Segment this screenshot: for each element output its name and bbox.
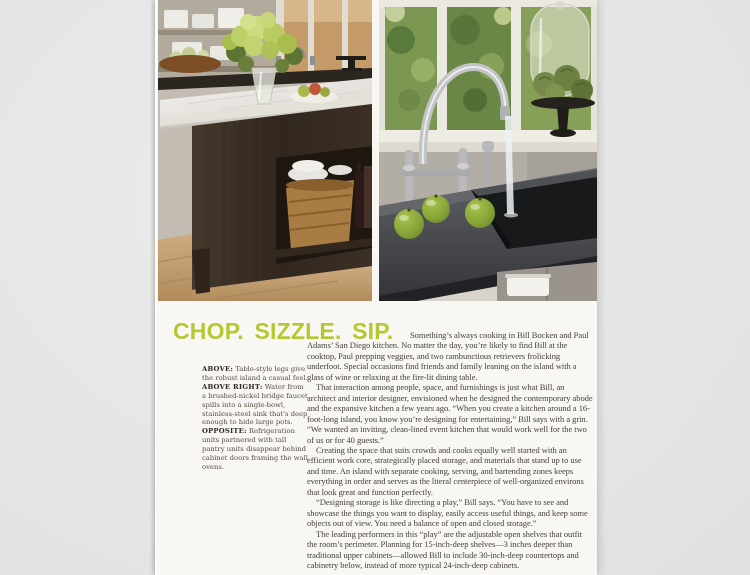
caption-label-opposite: OPPOSITE: <box>202 427 247 436</box>
photo-caption <box>202 365 308 472</box>
body-paragraph-2: That interaction among people, space, and furnishings is just what Bill, an architect and interior designer, envisioned when he designed the contemporary abode and the expansive kitchen a few years ago. “When you create a kitchen around a 16-foot-long island, you know you’re designing for entertaining,” Bill says with a grin. “We wanted an inviting, clean-lined event kitchen that would work well for the two of us or for 40 guests.” <box>307 382 593 445</box>
sink-photo <box>379 0 597 301</box>
headline-text: CHOP. SIZZLE. SIP. <box>173 318 394 344</box>
body-paragraph-1: Something’s always cooking in Bill Bocken and Paul Adams’ San Diego kitchen. No matter the day, you’re likely to find Bill at the cooktop, Paul prepping veggies, and two rambunctious retrievers frolicking underfoot. Special occasions find friends and family leaning on the island with a glass of wine or relaxing at the fire-lit dining table. <box>307 330 589 382</box>
caption-label-above: ABOVE: <box>202 365 234 373</box>
article-body <box>307 330 594 570</box>
magazine-page <box>155 0 597 575</box>
caption-text-above: Table-style legs give the robust island a casual feel. <box>202 365 308 382</box>
caption-label-above-right: ABOVE RIGHT: <box>202 382 263 391</box>
island-photo <box>158 0 372 301</box>
body-paragraph-4: “Designing storage is like directing a play,” Bill says. “You have to see and showcase the things you want to display, easily access useful things, and keep some objects out of view. You need a balance of open and closed storage.” <box>307 497 588 529</box>
caption-text-opposite: Refrigeration units partnered with tall pantry units disappear behind cabinet doors framing the wall ovens. <box>202 427 308 471</box>
caption-text-above-right: Water from a brushed-nickel bridge faucet spills into a single-bowl, stainless-steel sink that's deep enough to hide large pots. <box>202 382 308 427</box>
body-paragraph-5: The leading performers in this “play” are the adjustable open shelves that outfit the room’s perimeter. Planning for 15-inch-deep shelves—3 inches deeper than traditional upper cabinets—allowed Bill to include 30-inch-deep countertops and cabinetry below, instead of more typical 24-inch-deep cabinets. <box>307 528 582 570</box>
body-paragraph-3: Creating the space that suits crowds and cooks equally well started with an efficient work core, strategically placed storage, and materials that stand up to use and time. An island with separate cooking, serving, and bartending zones keeps everything in order and serves as the literal centerpiece of well-organized environs that look great and function perfectly. <box>307 444 584 497</box>
